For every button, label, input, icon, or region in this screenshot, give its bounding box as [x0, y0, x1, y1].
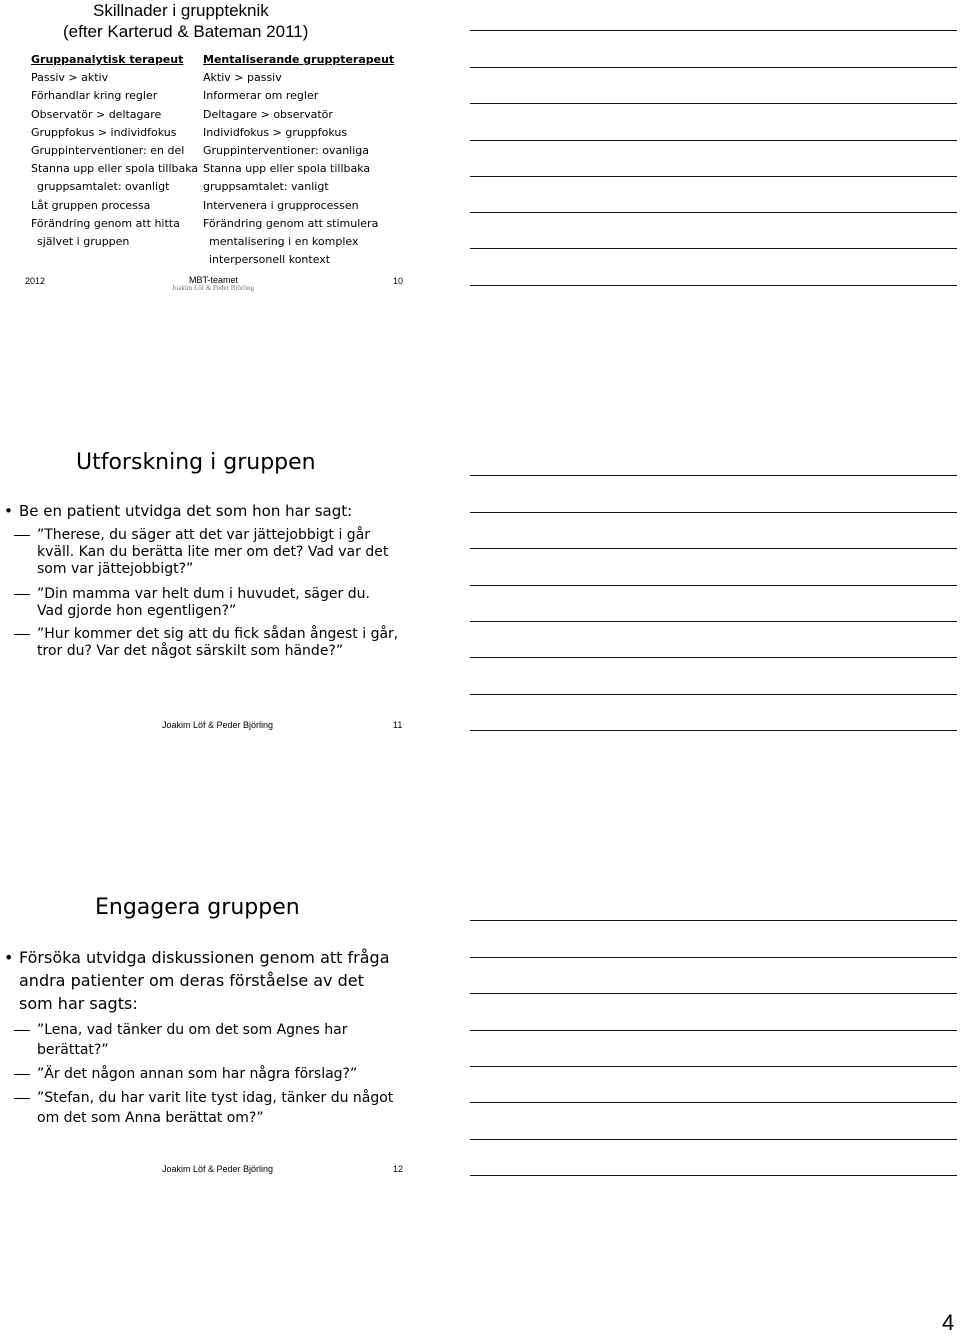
note-line [470, 1102, 957, 1103]
dash-icon [14, 535, 30, 536]
left-line: Passiv > aktiv [31, 71, 109, 85]
sub-line: ”Är det någon annan som har några förslag?” [37, 1066, 358, 1082]
note-line [470, 621, 957, 622]
slide-number: 11 [393, 720, 403, 730]
right-line: mentalisering i en komplex [209, 235, 359, 249]
bullet-icon: • [4, 948, 14, 967]
sub-line: ”Lena, vad tänker du om det som Agnes har [37, 1022, 348, 1038]
footer-authors-faint: Joakim Löf & Peder Björling [172, 284, 255, 292]
note-line [470, 475, 957, 476]
note-line [470, 1139, 957, 1140]
right-line: Deltagare > observatör [203, 107, 333, 121]
footer-authors: Joakim Löf & Peder Björling [162, 720, 274, 730]
sub-line: kväll. Kan du berätta lite mer om det? Vad var det [37, 544, 389, 560]
right-line: Individfokus > gruppfokus [203, 125, 348, 139]
note-line [470, 212, 957, 213]
left-line: Gruppinterventioner: en del [31, 144, 185, 158]
left-line: Stanna upp eller spola tillbaka [31, 162, 199, 176]
note-line [470, 140, 957, 141]
right-line: Förändring genom att stimulera [203, 216, 379, 230]
footer-year: 2012 [25, 276, 46, 286]
left-line: Låt gruppen processa [31, 198, 151, 212]
right-line: Intervenera i grupprocessen [203, 198, 359, 212]
right-line: interpersonell kontext [209, 253, 331, 267]
slide-title-line2: (efter Karterud & Bateman 2011) [63, 22, 309, 41]
note-line [470, 1175, 957, 1176]
note-line [470, 30, 957, 31]
slide-number: 12 [393, 1164, 404, 1174]
left-line: självet i gruppen [37, 235, 130, 249]
note-line [470, 548, 957, 549]
right-line: Informerar om regler [203, 89, 319, 103]
note-line [470, 512, 957, 513]
left-column [31, 51, 198, 251]
bullet-line: som har sagts: [19, 994, 138, 1013]
left-line: Förändring genom att hitta [31, 216, 180, 230]
sub-line: berättat?” [37, 1042, 109, 1058]
left-line: Gruppfokus > individfokus [31, 125, 177, 139]
note-line [470, 248, 957, 249]
dash-icon [14, 1074, 30, 1075]
right-column [203, 51, 394, 269]
slide-title: Engagera gruppen [95, 895, 300, 920]
sub-line: ”Hur kommer det sig att du fick sådan ångest i går, [37, 626, 399, 642]
sub-line: ”Therese, du säger att det var jättejobbigt i går [37, 527, 371, 543]
sub-line: ”Stefan, du har varit lite tyst idag, tänker du något [37, 1090, 394, 1106]
bullet-text: Be en patient utvidga det som hon har sagt: [19, 502, 353, 520]
left-column-heading: Gruppanalytisk terapeut [31, 53, 184, 66]
slide-title: Utforskning i gruppen [76, 450, 316, 475]
left-line: Observatör > deltagare [31, 107, 162, 121]
slide-title-line1: Skillnader i gruppteknik [93, 1, 269, 20]
note-line [470, 67, 957, 68]
note-line [470, 694, 957, 695]
sub-line: tror du? Var det något särskilt som hände?” [37, 643, 344, 659]
footer-team: MBT-teamet [189, 275, 239, 285]
bullet-line: Försöka utvidga diskussionen genom att fråga [19, 948, 390, 967]
note-line [470, 730, 957, 731]
note-line [470, 585, 957, 586]
left-line: gruppsamtalet: ovanligt [37, 180, 170, 194]
dash-icon [14, 1098, 30, 1099]
bullet-icon: • [4, 502, 13, 520]
note-line [470, 657, 957, 658]
sub-line: Vad gjorde hon egentligen?” [37, 603, 237, 619]
bullet-line: andra patienter om deras förståelse av det [19, 971, 364, 990]
right-line: Aktiv > passiv [203, 71, 282, 85]
note-line [470, 176, 957, 177]
slide-number: 10 [393, 276, 404, 286]
left-line: Förhandlar kring regler [31, 89, 158, 103]
sub-line: ”Din mamma var helt dum i huvudet, säger du. [37, 586, 370, 602]
note-line [470, 920, 957, 921]
sub-line: om det som Anna berättat om?” [37, 1110, 264, 1126]
note-line [470, 1030, 957, 1031]
sub-line: som var jättejobbigt?” [37, 561, 194, 577]
right-line: Gruppinterventioner: ovanliga [203, 144, 370, 158]
note-line [470, 285, 957, 286]
dash-icon [14, 1030, 30, 1031]
dash-icon [14, 634, 30, 635]
note-line [470, 103, 957, 104]
note-line [470, 957, 957, 958]
note-line [470, 993, 957, 994]
page-number: 4 [942, 1310, 955, 1335]
right-column-heading: Mentaliserande gruppterapeut [203, 53, 395, 66]
dash-icon [14, 594, 30, 595]
right-line: gruppsamtalet: vanligt [203, 180, 329, 194]
note-line [470, 1066, 957, 1067]
right-line: Stanna upp eller spola tillbaka [203, 162, 371, 176]
footer-authors: Joakim Löf & Peder Björling [162, 1164, 274, 1174]
